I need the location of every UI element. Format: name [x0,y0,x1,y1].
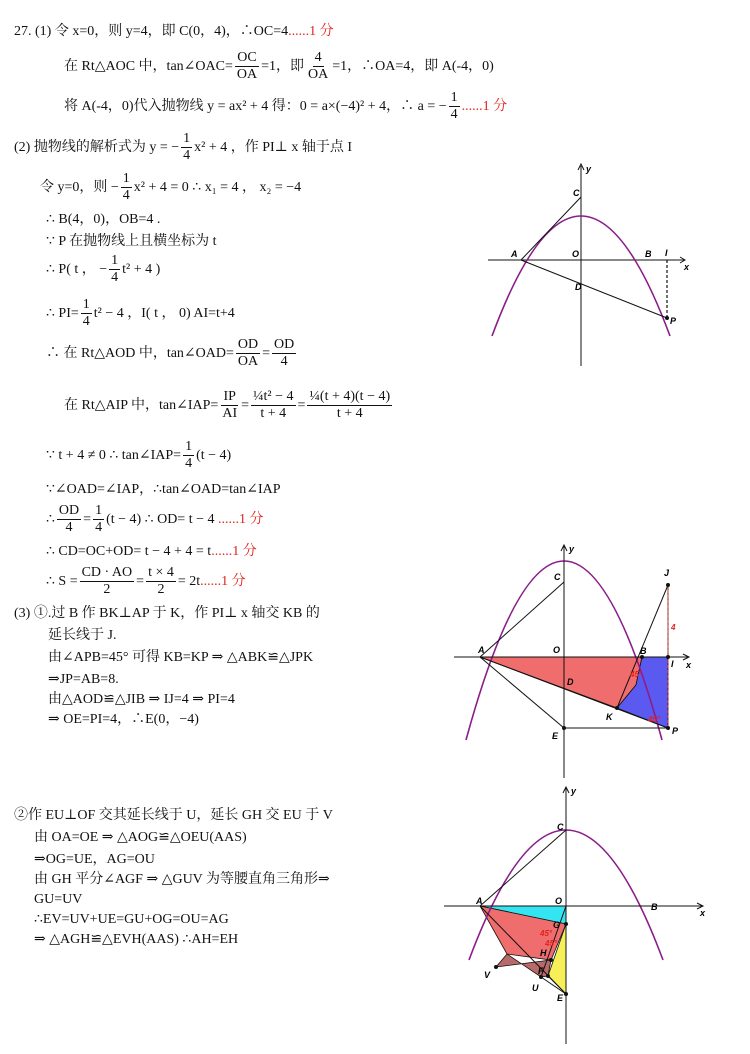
fig3-label-C: C [557,822,564,832]
p2-line10: ∵∠OAD=∠IAP，∴tan∠OAD=tan∠IAP [46,482,281,497]
fig3-label-A: A [476,896,483,906]
fig1-label-y: y [586,164,592,174]
p3-line1: (3) ①.过 B 作 BK⊥AP 于 K，作 PI⊥ x 轴交 KB 的 [14,606,320,621]
p2-line2: 令 y=0，则 − $\frac{1}{4}$ x² + 4 = 0 ∴ x₁ = 4 ， x₂ = −4 [40,171,302,204]
fig2-label-I: I [671,659,674,669]
fig2-label-J: J [664,568,670,578]
figure-1 [484,160,694,368]
fig2-label-45a: 45° [630,670,643,679]
fig3-label-E: E [557,993,564,1003]
fig3-label-F: F [538,966,544,976]
fig3-label-45b: 45° [545,939,558,948]
fig3-label-G: G [553,920,561,930]
fig2-red-region [480,657,642,708]
fig2-label-A: A [478,645,485,655]
fig2-label-45b: 45° [648,715,661,724]
p1-line2: 在 Rt△AOC 中，tan∠OAC= $\frac{OC}{OA}$ =1，即 $\frac{4}{OA}$ =1，∴OA=4，即 A(-4，0) [64,50,494,83]
fig2-label-C: C [554,572,561,582]
fig3-label-O: O [555,896,563,906]
fig1-label-I: I [665,248,668,258]
p4-line3: ⇒OG=UE，AG=OU [34,852,155,867]
fig2-label-O: O [553,645,561,655]
p1-line1: 27. (1) 令 x=0，则 y=4，即 C(0，4)，∴OC=4......1 分 [14,24,334,39]
p4-line4: 由 GH 平分∠AGF ⇒ △GUV 为等腰直角三角形⇒ [34,872,330,887]
p4-line2: 由 OA=OE ⇒ △AOG≌△OEU(AAS) [34,830,247,845]
fig1-label-O: O [572,249,580,259]
fig2-label-E: E [552,731,559,741]
fig3-label-B: B [651,902,658,912]
fig2-label-B: B [640,646,647,656]
p1-line3: 将 A(-4，0)代入抛物线 y = ax² + 4 得：0 = a×(−4)² + 4，∴ a = − $\frac{1}{4}$ ......1 分 [64,90,508,123]
fig3-label-U: U [532,983,539,993]
fig3-label-45a: 45° [540,929,553,938]
fig2-label-P: P [672,726,679,736]
p4-line5: GU=UV [34,892,83,907]
p2-line8: 在 Rt△AIP 中，tan∠IAP= $\frac{IP}{AI}$ = $\frac{\text{¼t² − 4}}{t + 4}$ = $\frac{\text{¼(t + 4)(t − 4)}}{t + 4}$ [64,389,391,422]
fig1-label-C: C [573,188,580,198]
p2-line4: ∵ P 在抛物线上且横坐标为 t [46,234,217,249]
p2-line1: (2) 抛物线的解析式为 y = − $\frac{1}{4}$ x² + 4 ，作 PI⊥ x 轴于点 I [14,131,352,164]
fig2-label-K: K [606,712,613,722]
p2-line3: ∴ B(4，0)，OB=4 . [46,212,161,227]
fig2-label-y: y [569,544,575,554]
p2-line6: ∴ PI= $\frac{1}{4}$ t² − 4 ，I( t ， 0) AI=t+4 [46,297,235,330]
p3-line5: 由△AOD≌△JIB ⇒ IJ=4 ⇒ PI=4 [48,692,235,707]
p3-line2: 延长线于 J. [48,628,117,643]
figure-2 [450,540,700,780]
fig3-label-V: V [484,970,491,980]
p3-line4: ⇒JP=AB=8. [48,672,119,687]
p3-line6: ⇒ OE=PI=4，∴E(0，−4) [48,712,199,727]
fig1-label-B: B [645,249,652,259]
fig3-label-H: H [540,948,547,958]
fig2-label-x: x [686,660,692,670]
p4-line6: ∴EV=UV+UE=GU+OG=OU=AG [34,912,229,927]
p3-line3: 由∠APB=45° 可得 KB=KP ⇒ △ABK≌△JPK [48,650,314,665]
figure-3 [440,784,710,1046]
p2-line13: ∴ S = $\frac{CD \cdot AO}{2}$ = $\frac{t \times 4}{2}$ = 2t......1 分 [46,565,246,598]
p4-line1: ②作 EU⊥OF 交其延长线于 U，延长 GH 交 EU 于 V [14,808,333,823]
p2-line7: ∴ 在 Rt△AOD 中，tan∠OAD= $\frac{OD}{OA}$ = $\frac{OD}{4}$ [46,337,295,370]
p2-line12: ∴ CD=OC+OD= t − 4 + 4 = t......1 分 [46,544,257,559]
p2-line5: ∴ P( t ， − $\frac{1}{4}$ t² + 4 ) [46,253,161,286]
fig2-label-4: 4 [671,623,676,632]
p4-line7: ⇒ △AGH≌△EVH(AAS) ∴AH=EH [34,932,239,947]
fig2-label-D: D [567,677,574,687]
p2-line11: ∴ $\frac{OD}{4}$ = $\frac{1}{4}$ (t − 4) ∴ OD= t − 4 ......1 分 [46,503,264,536]
fig1-label-A: A [511,249,518,259]
fig1-label-D: D [575,282,582,292]
fig1-label-P: P [670,316,677,326]
fig3-label-y: y [571,786,577,796]
fig1-label-x: x [684,262,690,272]
fig3-label-x: x [700,908,706,918]
p2-line9: ∵ t + 4 ≠ 0 ∴ tan∠IAP= $\frac{1}{4}$ (t − 4) [46,439,232,472]
